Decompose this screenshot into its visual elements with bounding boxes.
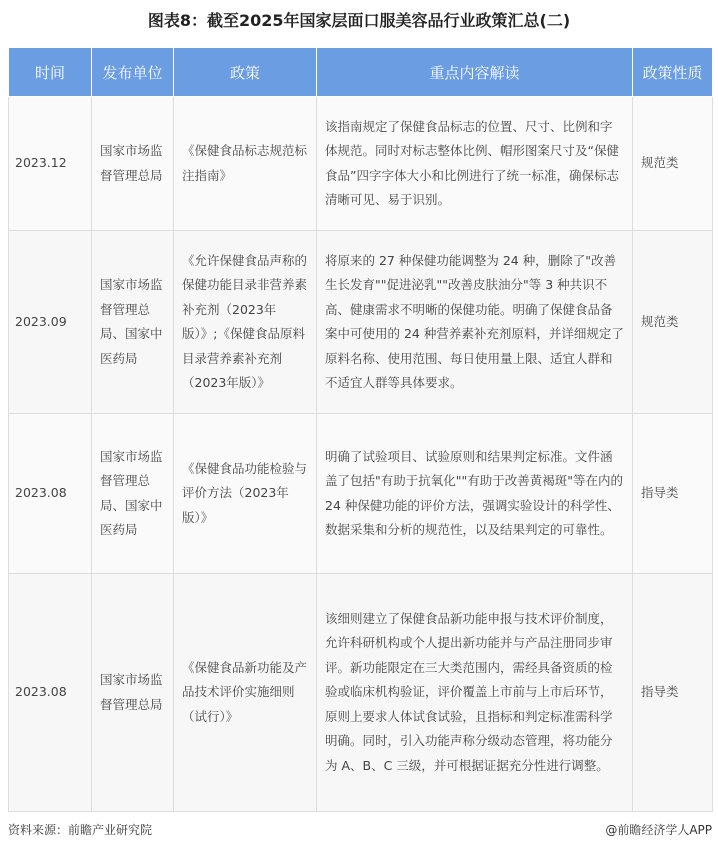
cell-policy: 《允许保健食品声称的保健功能目录非营养素补充剂（2023年版）》;《保健食品原料目录营养素补充剂（2023年版）》 bbox=[174, 231, 317, 414]
cell-nature: 指导类 bbox=[633, 574, 713, 812]
table-row bbox=[9, 574, 713, 812]
cell-issuer: 国家市场监督管理总局 bbox=[92, 574, 174, 812]
cell-content: 该指南规定了保健食品标志的位置、尺寸、比例和字体规范。同时对标志整体比例、帽形图案尺寸及“保健食品”四字字体大小和比例进行了统一标准，确保标志清晰可见、易于识别。 bbox=[317, 97, 633, 231]
cell-content: 该细则建立了保健食品新功能申报与技术评价制度，允许科研机构或个人提出新功能并与产品注册同步审评。新功能限定在三大类范围内，需经具备资质的检验或临床机构验证，评价覆盖上市前与上市后环节，原则上要求人体试食试验，且指标和判定标准需科学明确。同时，引入功能声称分级动态管理，将功能分为 A、B、C 三级，并可根据证据充分性进行调整。 bbox=[317, 574, 633, 812]
figure-title: 图表8：截至2025年国家层面口服美容品行业政策汇总(二) bbox=[147, 11, 571, 30]
header-issuer: 发布单位 bbox=[92, 48, 174, 97]
table-row bbox=[9, 414, 713, 574]
header-nature: 政策性质 bbox=[633, 48, 713, 97]
table-row bbox=[9, 231, 713, 414]
policy-table bbox=[8, 47, 713, 812]
cell-nature: 规范类 bbox=[633, 97, 713, 231]
cell-nature: 规范类 bbox=[633, 231, 713, 414]
brand-credit: @前瞻经济学人APP bbox=[605, 823, 712, 837]
cell-policy: 《保健食品新功能及产品技术评价实施细则（试行）》 bbox=[174, 574, 317, 812]
cell-issuer: 国家市场监督管理总局、国家中医药局 bbox=[92, 231, 174, 414]
cell-policy: 《保健食品功能检验与评价方法（2023年版）》 bbox=[174, 414, 317, 574]
table-row bbox=[9, 97, 713, 231]
cell-time: 2023.08 bbox=[9, 414, 92, 574]
cell-policy: 《保健食品标志规范标注指南》 bbox=[174, 97, 317, 231]
cell-time: 2023.08 bbox=[9, 574, 92, 812]
cell-time: 2023.09 bbox=[9, 231, 92, 414]
cell-content: 明确了试验项目、试验原则和结果判定标准。文件涵盖了包括"有助于抗氧化""有助于改善黄褐斑"等在内的 24 种保健功能的评价方法，强调实验设计的科学性、数据采集和分析的规范性，以及结果判定的可靠性。 bbox=[317, 414, 633, 574]
table-header bbox=[9, 48, 713, 97]
cell-issuer: 国家市场监督管理总局 bbox=[92, 97, 174, 231]
cell-issuer: 国家市场监督管理总局、国家中医药局 bbox=[92, 414, 174, 574]
cell-nature: 指导类 bbox=[633, 414, 713, 574]
cell-content: 将原来的 27 种保健功能调整为 24 种，删除了"改善生长发育""促进泌乳""改善皮肤油分"等 3 种共识不高、健康需求不明晰的保健功能。明确了保健食品备案中可使用的 24 种营养素补充剂原料，并详细规定了原料名称、使用范围、每日使用量上限、适宜人群和不适宜人群等具体要求。 bbox=[317, 231, 633, 414]
header-policy: 政策 bbox=[174, 48, 317, 97]
header-time: 时间 bbox=[9, 48, 92, 97]
source-note: 资料来源：前瞻产业研究院 bbox=[8, 823, 153, 837]
cell-time: 2023.12 bbox=[9, 97, 92, 231]
header-content: 重点内容解读 bbox=[317, 48, 633, 97]
